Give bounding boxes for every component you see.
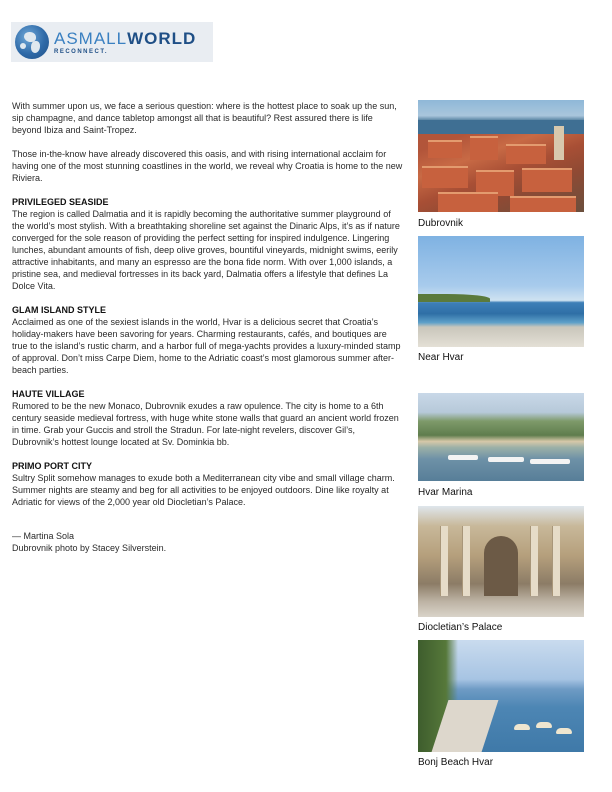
photo-bonj-beach-hvar [418,640,584,752]
section-heading: GLAM ISLAND STYLE [12,305,106,315]
logo-title: ASMALLWORLD [54,28,197,48]
photo-dubrovnik [418,100,584,212]
caption-hvar-marina: Hvar Marina [418,487,473,498]
photo-hvar-marina [418,393,584,481]
section-haute-village [12,388,404,448]
globe-icon [15,25,49,59]
section-body: Acclaimed as one of the sexiest islands in the world, Hvar is a delicious secret that Croatia’s holiday-makers have been savoring for years. Charming restaurants, cafés, and boutiques are true to the island’s rustic charm, and a harbor full of mega-yachts provides a luxury-minded stamp of approval. Don’t miss Carpe Diem, home to the Adriatic coast’s most glamorous summer after-beach parties. [12,317,401,375]
section-heading: HAUTE VILLAGE [12,389,85,399]
section-privileged-seaside [12,196,404,292]
author: — Martina Sola [12,531,75,541]
article-body [12,100,404,554]
intro-paragraph-2: Those in-the-know have already discovered this oasis, and with rising international acclaim for having one of the most stunning coastlines in the world, we reveal why Croatia is home to the new Riviera. [12,149,403,183]
caption-near-hvar: Near Hvar [418,352,464,363]
logo-subtitle: RECONNECT. [54,48,109,55]
section-heading: PRIMO PORT CITY [12,461,93,471]
caption-dubrovnik: Dubrovnik [418,218,464,229]
photo-near-hvar [418,236,584,347]
section-body: Sultry Split somehow manages to exude both a Mediterranean city vibe and small village charm. Summer nights are steamy and beg for all activities to be enjoyed outdoors. Dine like royalty at Adriatic for views of the 2,000 year old Diocletian’s Palace. [12,473,395,507]
section-body: The region is called Dalmatia and it is rapidly becoming the authoritative summer playground of the world’s most stylish. With a breathtaking shoreline set against the Dinaric Alps, it’s as if nature converged for the sole reason of providing the perfect setting for inspired indulgence. Lingering lunches, abundant amounts of fish, deep olive groves, bountiful vineyards, midnight swims, eerily attractive inhabitants, and many an espresso are the bona fide norm. With over 1,000 islands, a pristine sea, and medieval fortresses in its back yard, Dalmatia offers a lifestyle that defines La Dolce Vita. [12,209,400,291]
photo-credit: Dubrovnik photo by Stacey Silverstein. [12,543,167,553]
intro-paragraph-1: With summer upon us, we face a serious question: where is the hottest place to soak up the sun, sip champagne, and dance tabletop amongst all that is beautiful? Rest assured there is life beyond Ibiza and Saint-Tropez. [12,101,397,135]
section-glam-island-style [12,304,404,376]
caption-bonj-beach-hvar: Bonj Beach Hvar [418,757,494,768]
byline [12,530,404,554]
section-heading: PRIVILEGED SEASIDE [12,197,109,207]
caption-diocletians-palace: Diocletian’s Palace [418,622,503,633]
section-body: Rumored to be the new Monaco, Dubrovnik exudes a raw opulence. The city is home to a 6th century seaside medieval fortress, with huge white stone walls that guard an ancient world frozen in time. Grab your Guccis and stroll the Stradun. For late-night revelers, discover Gil’s, Dubrovnik’s hottest lounge located at Sv. Dominkia bb. [12,401,399,447]
section-primo-port-city [12,460,404,508]
photo-diocletians-palace [418,506,584,617]
logo-wordmark [54,30,196,55]
asmallworld-logo [11,22,213,62]
